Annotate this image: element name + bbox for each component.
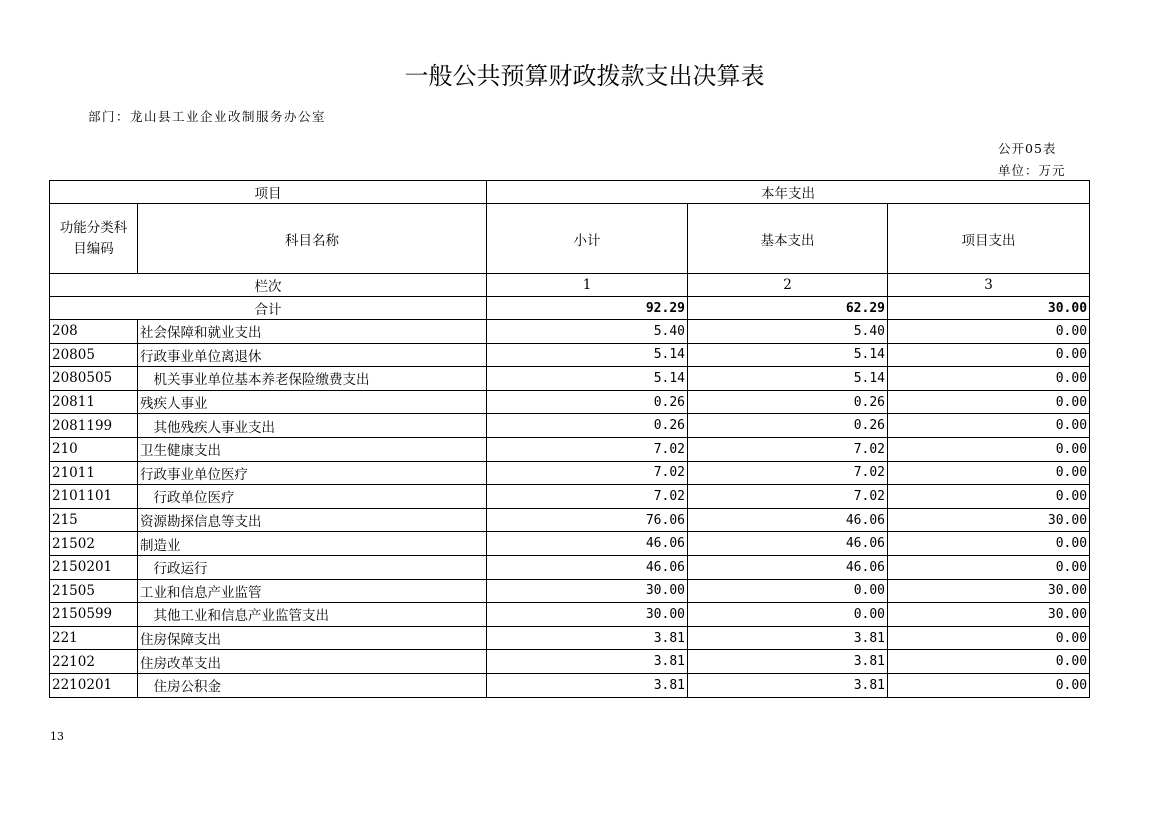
row-code: 22102 (50, 650, 138, 674)
header-func-code: 功能分类科目编码 (50, 204, 138, 274)
row-basic: 3.81 (688, 650, 888, 674)
header-row-2 (50, 204, 1090, 274)
row-project: 30.00 (888, 579, 1090, 603)
row-project: 0.00 (888, 461, 1090, 485)
row-basic: 46.06 (688, 508, 888, 532)
row-name: 工业和信息产业监管 (138, 579, 487, 603)
table-row (50, 532, 1090, 556)
table-row (50, 603, 1090, 627)
row-project: 30.00 (888, 603, 1090, 627)
row-code: 21502 (50, 532, 138, 556)
row-code: 208 (50, 320, 138, 344)
total-project: 30.00 (888, 297, 1090, 320)
row-name: 其他工业和信息产业监管支出 (138, 603, 487, 627)
row-project: 0.00 (888, 532, 1090, 556)
row-code: 21505 (50, 579, 138, 603)
row-code: 2150599 (50, 603, 138, 627)
row-code: 210 (50, 437, 138, 461)
row-basic: 3.81 (688, 673, 888, 697)
row-basic: 7.02 (688, 437, 888, 461)
table-row (50, 390, 1090, 414)
row-code: 221 (50, 626, 138, 650)
row-subtotal: 5.14 (487, 367, 688, 391)
header-current-year: 本年支出 (487, 181, 1090, 204)
table-row (50, 579, 1090, 603)
table-row (50, 367, 1090, 391)
row-basic: 0.00 (688, 579, 888, 603)
header-subtotal: 小计 (487, 204, 688, 274)
row-basic: 46.06 (688, 555, 888, 579)
row-code: 2210201 (50, 673, 138, 697)
row-name: 行政事业单位离退休 (138, 343, 487, 367)
row-name: 行政事业单位医疗 (138, 461, 487, 485)
row-code: 2150201 (50, 555, 138, 579)
row-name: 制造业 (138, 532, 487, 556)
row-name: 资源勘探信息等支出 (138, 508, 487, 532)
row-basic: 7.02 (688, 461, 888, 485)
column-index-2: 2 (688, 274, 888, 297)
row-subtotal: 46.06 (487, 555, 688, 579)
row-name: 机关事业单位基本养老保险缴费支出 (138, 367, 487, 391)
row-name: 住房改革支出 (138, 650, 487, 674)
column-index-3: 3 (888, 274, 1090, 297)
row-name: 残疾人事业 (138, 390, 487, 414)
header-item: 项目 (50, 181, 487, 204)
table-row (50, 461, 1090, 485)
table-code-label: 公开05表 (998, 141, 1057, 156)
total-subtotal: 92.29 (487, 297, 688, 320)
page-title: 一般公共预算财政拨款支出决算表 (404, 62, 765, 90)
page-number: 13 (50, 730, 64, 743)
row-code: 215 (50, 508, 138, 532)
row-basic: 0.26 (688, 414, 888, 438)
row-name: 社会保障和就业支出 (138, 320, 487, 344)
table-row (50, 508, 1090, 532)
row-subtotal: 30.00 (487, 603, 688, 627)
row-basic: 7.02 (688, 485, 888, 509)
row-project: 0.00 (888, 414, 1090, 438)
row-name: 卫生健康支出 (138, 437, 487, 461)
row-project: 0.00 (888, 343, 1090, 367)
department-label: 部门：龙山县工业企业改制服务办公室 (88, 109, 327, 124)
header-subject-name: 科目名称 (138, 204, 487, 274)
row-subtotal: 0.26 (487, 390, 688, 414)
row-code: 2081199 (50, 414, 138, 438)
row-project: 0.00 (888, 626, 1090, 650)
row-subtotal: 5.40 (487, 320, 688, 344)
row-subtotal: 30.00 (487, 579, 688, 603)
total-basic: 62.29 (688, 297, 888, 320)
column-index-row (50, 274, 1090, 297)
row-name: 行政单位医疗 (138, 485, 487, 509)
row-subtotal: 3.81 (487, 650, 688, 674)
table-row (50, 555, 1090, 579)
row-project: 0.00 (888, 673, 1090, 697)
row-project: 30.00 (888, 508, 1090, 532)
row-subtotal: 76.06 (487, 508, 688, 532)
row-code: 2101101 (50, 485, 138, 509)
table-row (50, 320, 1090, 344)
row-subtotal: 0.26 (487, 414, 688, 438)
row-project: 0.00 (888, 437, 1090, 461)
row-basic: 5.14 (688, 367, 888, 391)
row-subtotal: 3.81 (487, 673, 688, 697)
row-subtotal: 7.02 (487, 437, 688, 461)
row-subtotal: 46.06 (487, 532, 688, 556)
unit-label: 单位：万元 (998, 163, 1066, 178)
row-name: 其他残疾人事业支出 (138, 414, 487, 438)
row-basic: 46.06 (688, 532, 888, 556)
row-basic: 3.81 (688, 626, 888, 650)
header-row-1 (50, 181, 1090, 204)
row-basic: 5.40 (688, 320, 888, 344)
column-index-label: 栏次 (50, 274, 487, 297)
row-project: 0.00 (888, 650, 1090, 674)
table-row (50, 343, 1090, 367)
row-subtotal: 3.81 (487, 626, 688, 650)
row-subtotal: 7.02 (487, 461, 688, 485)
table-row (50, 673, 1090, 697)
row-basic: 0.00 (688, 603, 888, 627)
row-code: 2080505 (50, 367, 138, 391)
row-project: 0.00 (888, 320, 1090, 344)
row-subtotal: 7.02 (487, 485, 688, 509)
table-row (50, 626, 1090, 650)
table-row (50, 485, 1090, 509)
header-basic: 基本支出 (688, 204, 888, 274)
row-project: 0.00 (888, 390, 1090, 414)
row-code: 20805 (50, 343, 138, 367)
row-name: 住房公积金 (138, 673, 487, 697)
row-basic: 0.26 (688, 390, 888, 414)
row-project: 0.00 (888, 367, 1090, 391)
header-project: 项目支出 (888, 204, 1090, 274)
row-code: 20811 (50, 390, 138, 414)
table-row (50, 437, 1090, 461)
total-label: 合计 (50, 297, 487, 320)
row-project: 0.00 (888, 485, 1090, 509)
total-row (50, 297, 1090, 320)
table-row (50, 414, 1090, 438)
budget-table (49, 180, 1090, 698)
row-project: 0.00 (888, 555, 1090, 579)
column-index-1: 1 (487, 274, 688, 297)
row-name: 住房保障支出 (138, 626, 487, 650)
row-basic: 5.14 (688, 343, 888, 367)
table-row (50, 650, 1090, 674)
row-name: 行政运行 (138, 555, 487, 579)
row-code: 21011 (50, 461, 138, 485)
row-subtotal: 5.14 (487, 343, 688, 367)
